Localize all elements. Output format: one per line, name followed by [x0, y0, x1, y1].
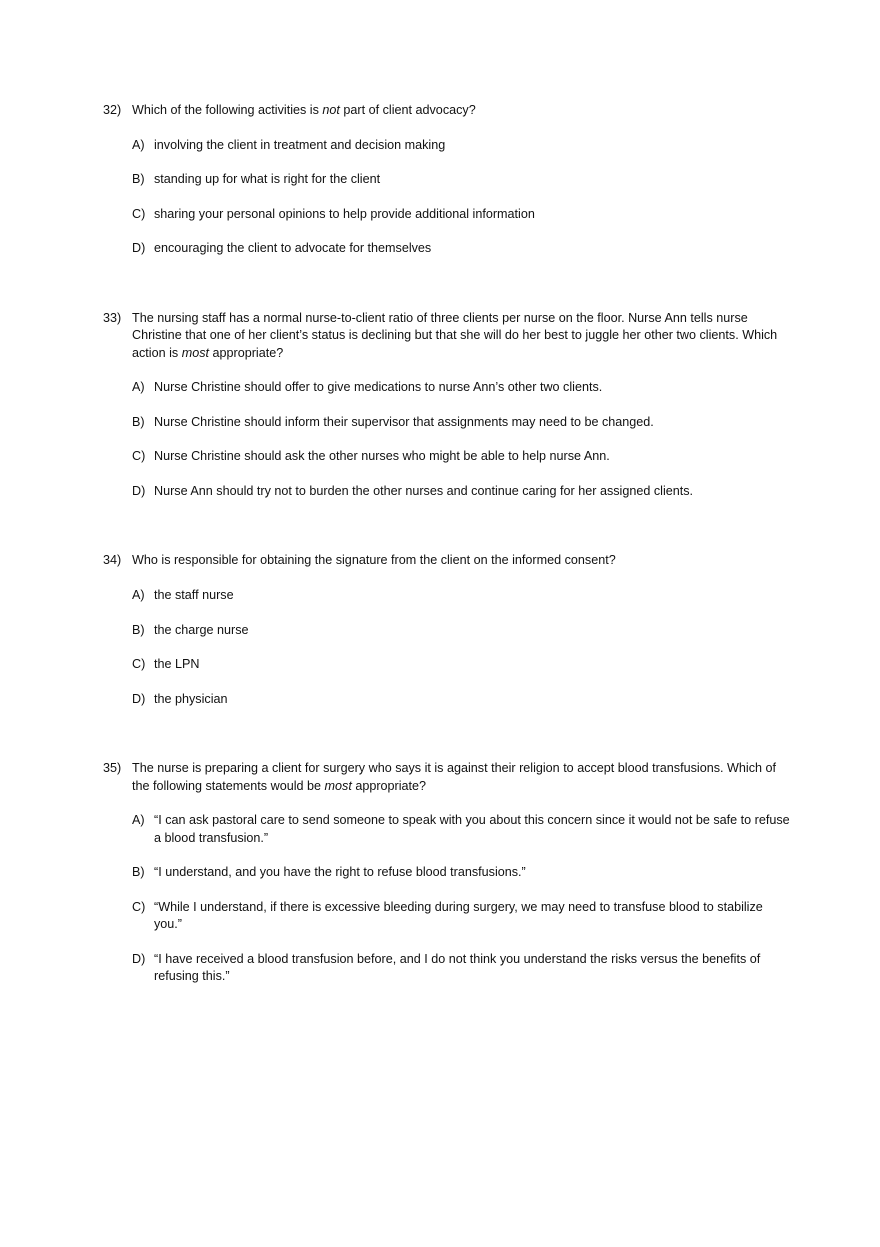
option-label: B) [132, 414, 145, 429]
option-label: D) [132, 241, 146, 256]
option-label: C) [132, 206, 146, 221]
option-label: D) [132, 483, 146, 498]
option-label: C) [132, 449, 146, 464]
question-text [132, 102, 793, 119]
answer-option [132, 656, 793, 673]
question-number: 32) [103, 103, 122, 117]
stem-text-end: appropriate? [351, 778, 427, 793]
stem-emphasis: most [181, 345, 209, 360]
option-text: “I understand, and you have the right to refuse blood transfusions.” [154, 865, 526, 880]
option-text: “I can ask pastoral care to send someone to speak with you about this concern since it would not be safe to refuse a blood transfusion.” [154, 813, 790, 845]
question-number: 35) [103, 761, 122, 776]
stem-text: Which of the following activities is [132, 103, 323, 117]
answer-option [132, 483, 793, 500]
answer-options [132, 812, 793, 985]
stem-text: The nurse is preparing a client for surgery who says it is against their religion to accept blood transfusions. Which of the following statements would be [132, 761, 776, 793]
answer-option [132, 448, 793, 465]
answer-option [132, 240, 793, 257]
answer-options [132, 587, 793, 708]
option-text: Nurse Christine should inform their supervisor that assignments may need to be changed. [154, 414, 654, 429]
answer-option [132, 864, 793, 881]
option-label: B) [132, 172, 145, 187]
question-number: 33) [103, 310, 122, 325]
stem-emphasis: not [322, 103, 340, 117]
stem-text: The nursing staff has a normal nurse-to-client ratio of three clients per nurse on the floor. Nurse Ann tells nurse Christine that one of her client’s status is declining but that she will do her best to juggle her other two clients. Which action is [132, 310, 778, 360]
option-label: C) [132, 657, 146, 672]
option-text: sharing your personal opinions to help provide additional information [154, 206, 535, 221]
option-label: B) [132, 622, 145, 637]
option-text: the charge nurse [154, 622, 249, 637]
answer-option [132, 812, 793, 847]
question-text [132, 552, 793, 569]
answer-option [132, 171, 793, 188]
option-label: A) [132, 587, 145, 602]
option-label: C) [132, 899, 146, 914]
question-stem [103, 310, 793, 362]
option-label: B) [132, 865, 145, 880]
option-label: D) [132, 691, 146, 706]
question-stem [103, 102, 793, 119]
option-text: the physician [154, 691, 228, 706]
question-document [103, 102, 793, 986]
question-text [132, 760, 793, 795]
option-text: Nurse Christine should offer to give medications to nurse Ann’s other two clients. [154, 380, 603, 395]
stem-text-end: part of client advocacy? [339, 103, 476, 117]
answer-option [132, 691, 793, 708]
option-text: involving the client in treatment and decision making [154, 137, 446, 152]
answer-option [132, 137, 793, 154]
stem-text-end: appropriate? [209, 345, 284, 360]
answer-option [132, 379, 793, 396]
option-text: standing up for what is right for the client [154, 172, 381, 187]
answer-option [132, 414, 793, 431]
option-text: encouraging the client to advocate for themselves [154, 241, 432, 256]
option-label: A) [132, 137, 145, 152]
option-text: Nurse Ann should try not to burden the other nurses and continue caring for her assigned clients. [154, 483, 694, 498]
answer-option [132, 622, 793, 639]
option-label: D) [132, 951, 146, 966]
question-stem [103, 760, 793, 795]
option-text: Nurse Christine should ask the other nurses who might be able to help nurse Ann. [154, 449, 610, 464]
option-label: A) [132, 380, 145, 395]
stem-text: Who is responsible for obtaining the signature from the client on the informed consent? [132, 553, 616, 568]
option-text: the LPN [154, 657, 200, 672]
question-35 [103, 760, 793, 985]
question-stem [103, 552, 793, 569]
answer-option [132, 587, 793, 604]
answer-option [132, 899, 793, 934]
answer-option [132, 206, 793, 223]
question-33 [103, 310, 793, 501]
question-34 [103, 552, 793, 708]
question-32 [103, 102, 793, 258]
stem-emphasis: most [324, 778, 352, 793]
answer-options [132, 379, 793, 500]
option-text: the staff nurse [154, 587, 234, 602]
answer-options [132, 137, 793, 258]
answer-option [132, 951, 793, 986]
question-text [132, 310, 793, 362]
option-label: A) [132, 813, 145, 828]
option-text: “While I understand, if there is excessive bleeding during surgery, we may need to transfuse blood to stabilize you.” [154, 899, 763, 932]
option-text: “I have received a blood transfusion before, and I do not think you understand the risks versus the benefits of refusing this.” [154, 951, 761, 984]
question-number: 34) [103, 553, 122, 568]
